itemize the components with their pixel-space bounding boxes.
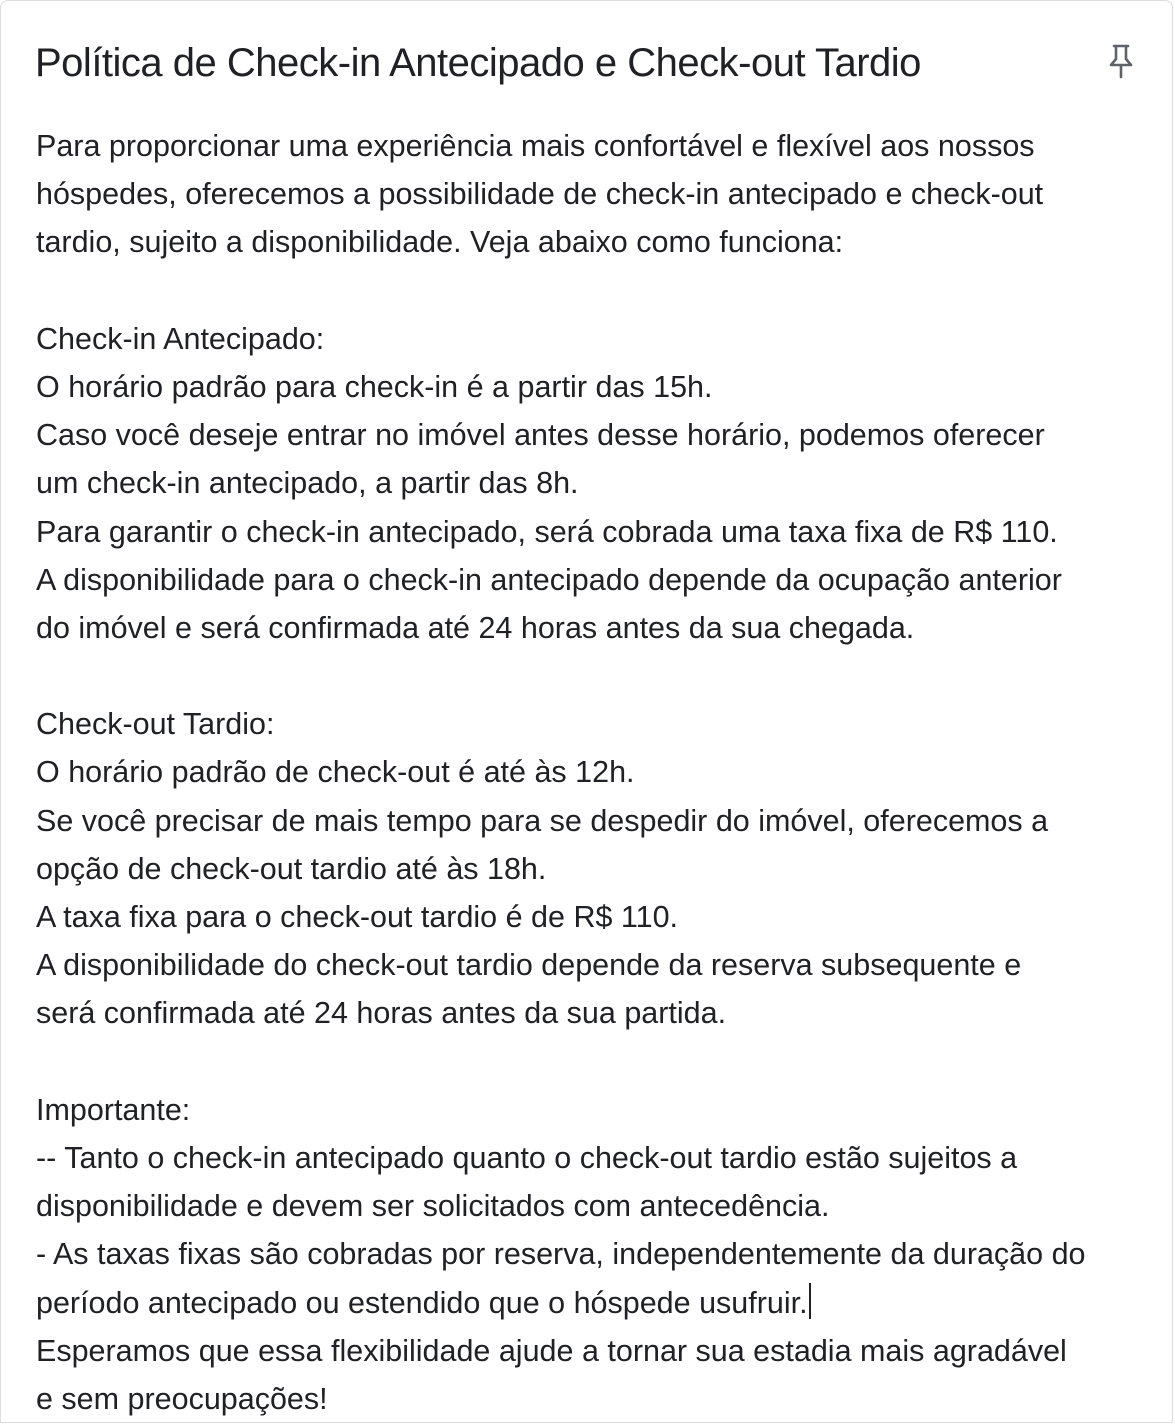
pin-icon	[1106, 43, 1136, 79]
body-line: do imóvel e será confirmada até 24 horas antes da sua chegada.	[36, 610, 915, 645]
body-line: hóspedes, oferecemos a possibilidade de check-in antecipado e check-out	[36, 177, 1044, 212]
body-line: O horário padrão de check-out é até às 12h.	[36, 755, 635, 790]
body-line: O horário padrão para check-in é a partir das 15h.	[36, 369, 713, 404]
note-body[interactable]	[36, 122, 1156, 1423]
body-line-text: período antecipado ou estendido que o hóspede usufruir.	[36, 1285, 808, 1320]
blank-line	[36, 652, 1156, 700]
note-title[interactable]: Política de Check-in Antecipado e Check-out Tardio	[35, 41, 921, 85]
pin-note-button[interactable]	[1097, 37, 1145, 85]
section-heading-important: Importante:	[36, 1092, 191, 1127]
body-line: e sem preocupações!	[36, 1381, 328, 1416]
body-line: opção de check-out tardio até às 18h.	[36, 851, 547, 886]
body-line: Se você precisar de mais tempo para se despedir do imóvel, oferecemos a	[36, 803, 1049, 838]
body-line: A disponibilidade para o check-in antecipado depende da ocupação anterior	[36, 562, 1062, 597]
section-heading-checkout: Check-out Tardio:	[36, 707, 275, 742]
blank-line	[36, 267, 1156, 315]
section-heading-checkin: Check-in Antecipado:	[36, 321, 325, 356]
body-line-with-caret	[36, 1279, 1156, 1327]
body-line: - As taxas fixas são cobradas por reserva, independentemente da duração do	[36, 1237, 1086, 1272]
body-line: um check-in antecipado, a partir das 8h.	[36, 466, 579, 501]
body-line: disponibilidade e devem ser solicitados com antecedência.	[36, 1189, 830, 1224]
body-line: A taxa fixa para o check-out tardio é de R$ 110.	[36, 900, 679, 934]
blank-line	[36, 1038, 1156, 1086]
body-line: será confirmada até 24 horas antes da sua partida.	[36, 996, 727, 1031]
body-line: A disponibilidade do check-out tardio depende da reserva subsequente e	[36, 948, 1022, 983]
body-line: Caso você deseje entrar no imóvel antes desse horário, podemos oferecer	[36, 418, 1045, 453]
text-cursor	[809, 1283, 811, 1319]
body-line: Esperamos que essa flexibilidade ajude a tornar sua estadia mais agradável	[36, 1333, 1067, 1368]
note-title-row	[35, 33, 1145, 93]
body-line: tardio, sujeito a disponibilidade. Veja abaixo como funciona:	[36, 225, 844, 260]
body-line: -- Tanto o check-in antecipado quanto o check-out tardio estão sujeitos a	[36, 1140, 1018, 1175]
body-line: Para garantir o check-in antecipado, será cobrada uma taxa fixa de R$ 110.	[36, 514, 1058, 549]
body-line: Para proporcionar uma experiência mais confortável e flexível aos nossos	[36, 129, 1035, 163]
